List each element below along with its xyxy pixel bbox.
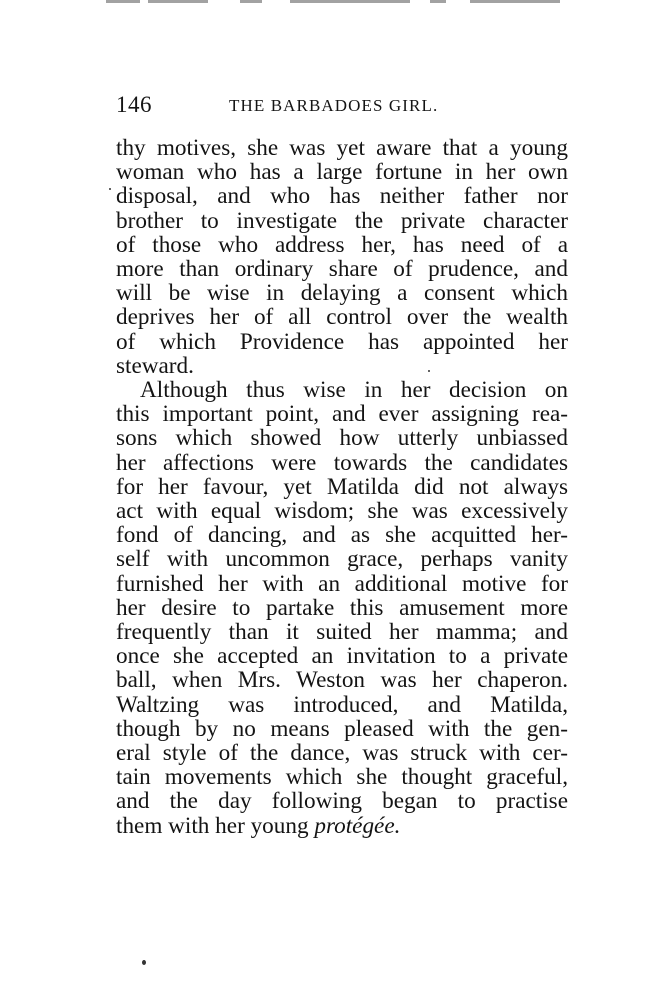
text-line: will be wise in delaying a consent which [116, 280, 568, 307]
text-line: disposal, and who has neither father nor [116, 183, 568, 210]
text-line: though by no means pleased with the gen- [116, 715, 568, 742]
text-line: her affections were towards the candidates [116, 449, 568, 476]
text-line: her desire to partake this amusement more [116, 594, 568, 621]
text-line: deprives her of all control over the wealth [116, 304, 568, 331]
text-line: self with uncommon grace, perhaps vanity [116, 546, 568, 573]
page-header [116, 92, 568, 122]
text-line: woman who has a large fortune in her own [116, 159, 568, 186]
text-line: act with equal wisdom; she was excessively [116, 498, 568, 525]
text-line: once she accepted an invitation to a private [116, 643, 568, 670]
text-line: sons which showed how utterly unbiassed [116, 425, 568, 452]
text-line: this important point, and ever assigning rea- [116, 401, 568, 428]
ink-speck [428, 370, 430, 372]
text-line: furnished her with an additional motive for [116, 570, 568, 597]
page-number: 146 [116, 92, 152, 117]
italic-word: protégée. [314, 812, 401, 839]
text-line: more than ordinary share of prudence, and [116, 256, 568, 283]
paragraph-2 [116, 378, 568, 838]
text-line: Waltzing was introduced, and Matilda, [116, 691, 568, 718]
text-line: steward. [116, 352, 194, 379]
ink-speck [109, 188, 111, 190]
top-page-bleed [100, 0, 570, 6]
text-line: frequently than it suited her mamma; and [116, 619, 568, 646]
text-line: brother to investigate the private character [116, 207, 568, 234]
text-line: thy motives, she was yet aware that a young [116, 135, 568, 161]
running-head: THE BARBADOES GIRL. [229, 96, 439, 115]
page-body [116, 136, 568, 838]
text-line: eral style of the dance, was struck with cer- [116, 740, 568, 767]
ink-speck [142, 960, 146, 965]
paragraph-1 [116, 136, 568, 378]
text-line: of which Providence has appointed her [116, 328, 568, 355]
text-line: Although thus wise in her decision on [140, 377, 568, 404]
text-line: for her favour, yet Matilda did not always [116, 473, 568, 500]
text-line: ball, when Mrs. Weston was her chaperon. [116, 667, 568, 694]
text-line-final [116, 814, 568, 838]
final-line-text: them with her young [116, 812, 315, 839]
text-line: and the day following began to practise [116, 788, 568, 815]
text-line: of those who address her, has need of a [116, 231, 568, 258]
text-line: fond of dancing, and as she acquitted her- [116, 522, 568, 549]
text-line: tain movements which she thought graceful, [116, 764, 568, 791]
